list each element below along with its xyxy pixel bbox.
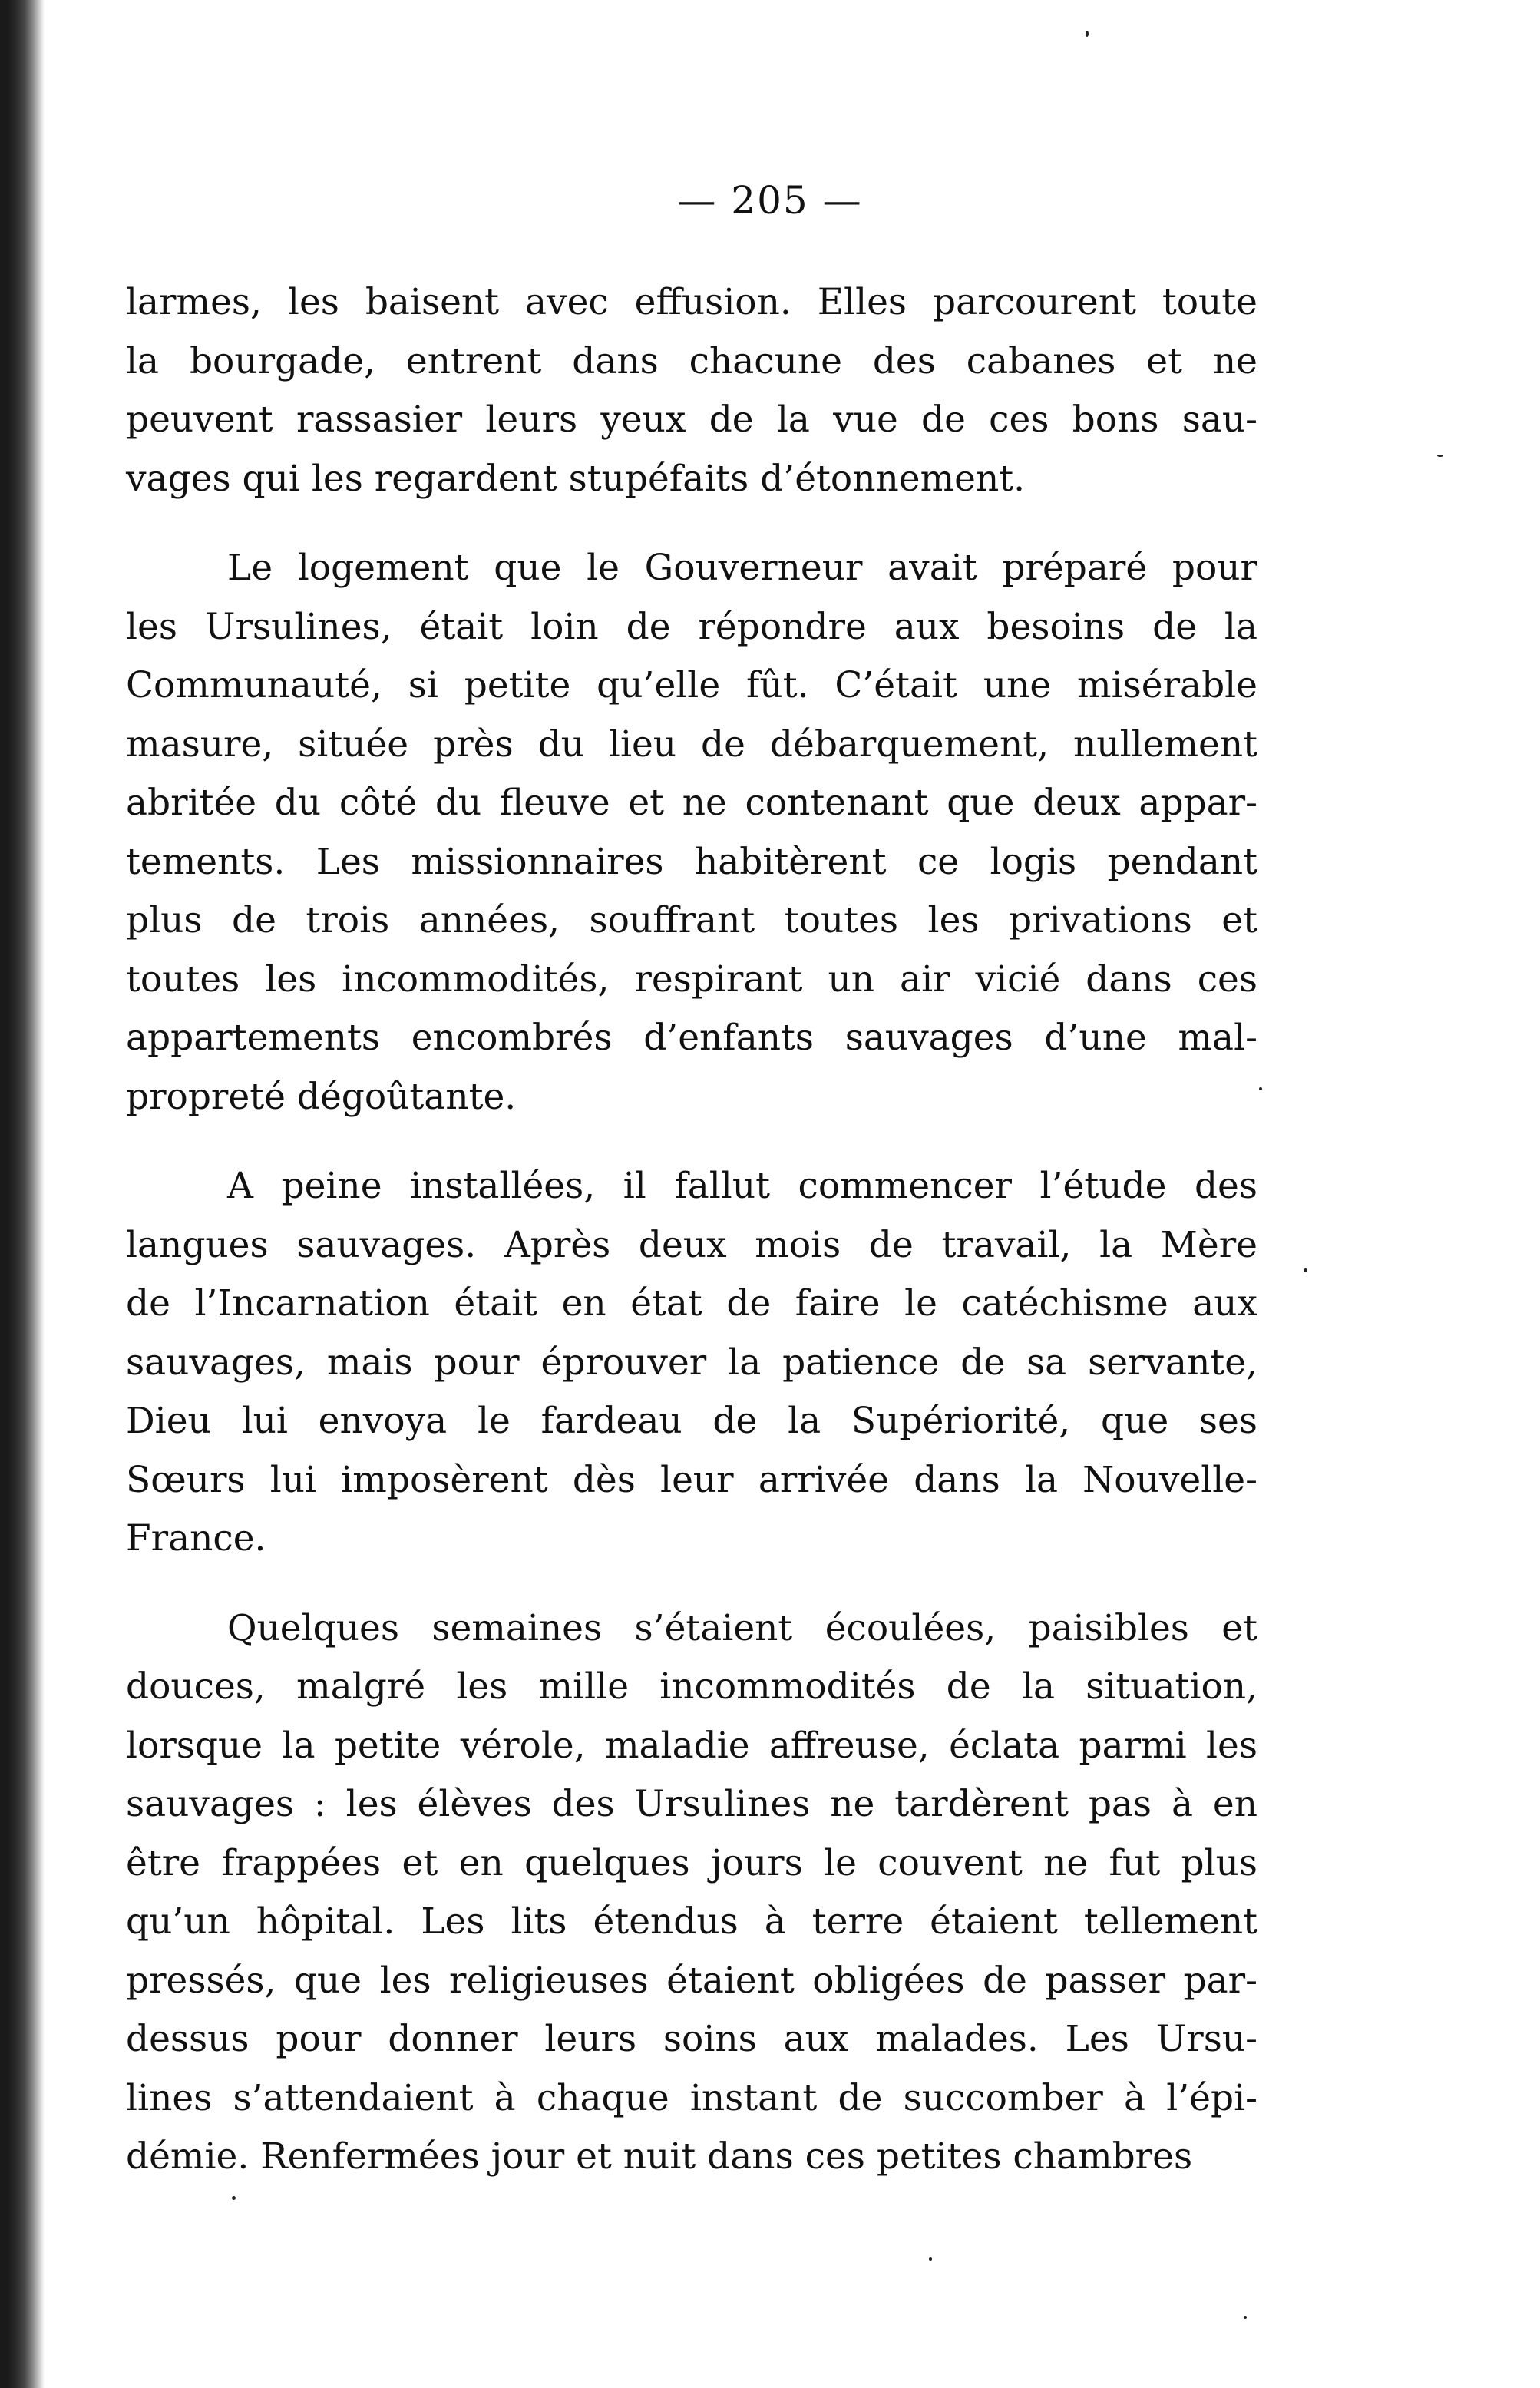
text-line: France. [126, 1517, 266, 1559]
text-line: démie. Renfermées jour et nuit dans ces petites chambres [126, 2135, 1193, 2178]
text-line: Communauté, si petite qu’elle fût. C’était une misérable [126, 664, 1257, 706]
text-line: toutes les incommodités, respirant un air vicié dans ces [126, 958, 1257, 1001]
scan-speck [1259, 1087, 1262, 1090]
paragraph-3 [126, 1157, 1257, 1569]
text-line: qu’un hôpital. Les lits étendus à terre étaient tellement [126, 1900, 1257, 1943]
text-line: douces, malgré les mille incommodités de la situation, [126, 1665, 1257, 1708]
paragraph-2 [126, 539, 1257, 1126]
text-line: appartements encombrés d’enfants sauvages d’une mal- [126, 1017, 1257, 1059]
paragraph-1 [126, 273, 1257, 508]
text-line: sauvages, mais pour éprouver la patience de sa servante, [126, 1341, 1257, 1384]
scan-speck [1244, 2316, 1247, 2319]
text-line: Sœurs lui imposèrent dès leur arrivée dans la Nouvelle- [126, 1458, 1257, 1501]
text-line: la bourgade, entrent dans chacune des cabanes et ne [126, 339, 1257, 382]
text-line: pressés, que les religieuses étaient obligées de passer par- [126, 1959, 1257, 2002]
text-line: masure, située près du lieu de débarquement, nullement [126, 723, 1257, 766]
text-line: tements. Les missionnaires habitèrent ce logis pendant [126, 840, 1257, 883]
text-line: propreté dégoûtante. [126, 1075, 517, 1118]
scan-speck [1304, 1268, 1307, 1272]
text-line: larmes, les baisent avec effusion. Elles parcourent toute [126, 281, 1257, 323]
text-line: Quelques semaines s’étaient écoulées, paisibles et [227, 1606, 1257, 1649]
text-line: A peine installées, il fallut commencer l’étude des [227, 1165, 1257, 1207]
text-line: lorsque la petite vérole, maladie affreuse, éclata parmi les [126, 1724, 1257, 1767]
text-line: peuvent rassasier leurs yeux de la vue de ces bons sau- [126, 399, 1257, 441]
scan-speck [929, 2257, 932, 2261]
scan-speck [232, 2196, 236, 2200]
text-line: les Ursulines, était loin de répondre aux besoins de la [126, 605, 1257, 648]
scan-speck [1437, 455, 1443, 457]
paragraph-4 [126, 1599, 1257, 2187]
text-line: Le logement que le Gouverneur avait préparé pour [227, 547, 1257, 589]
text-line: être frappées et en quelques jours le couvent ne fut plus [126, 1841, 1257, 1884]
text-line: abritée du côté du fleuve et ne contenant que deux appar- [126, 782, 1257, 824]
text-line: lines s’attendaient à chaque instant de succomber à l’épi- [126, 2076, 1257, 2119]
body-text [126, 273, 1257, 2218]
text-line: de l’Incarnation était en état de faire le catéchisme aux [126, 1282, 1257, 1325]
text-line: langues sauvages. Après deux mois de travail, la Mère [126, 1223, 1257, 1266]
text-line: Dieu lui envoya le fardeau de la Supériorité, que ses [126, 1400, 1257, 1442]
text-line: plus de trois années, souffrant toutes les privations et [126, 899, 1257, 941]
text-line: sauvages : les élèves des Ursulines ne tardèrent pas à en [126, 1783, 1257, 1825]
page-number: — 205 — [677, 178, 863, 223]
scan-speck [1086, 31, 1089, 37]
text-line: dessus pour donner leurs soins aux malades. Les Ursu- [126, 2018, 1257, 2060]
text-line: vages qui les regardent stupéfaits d’étonnement. [126, 457, 1026, 500]
scan-binding-edge [0, 0, 45, 2388]
